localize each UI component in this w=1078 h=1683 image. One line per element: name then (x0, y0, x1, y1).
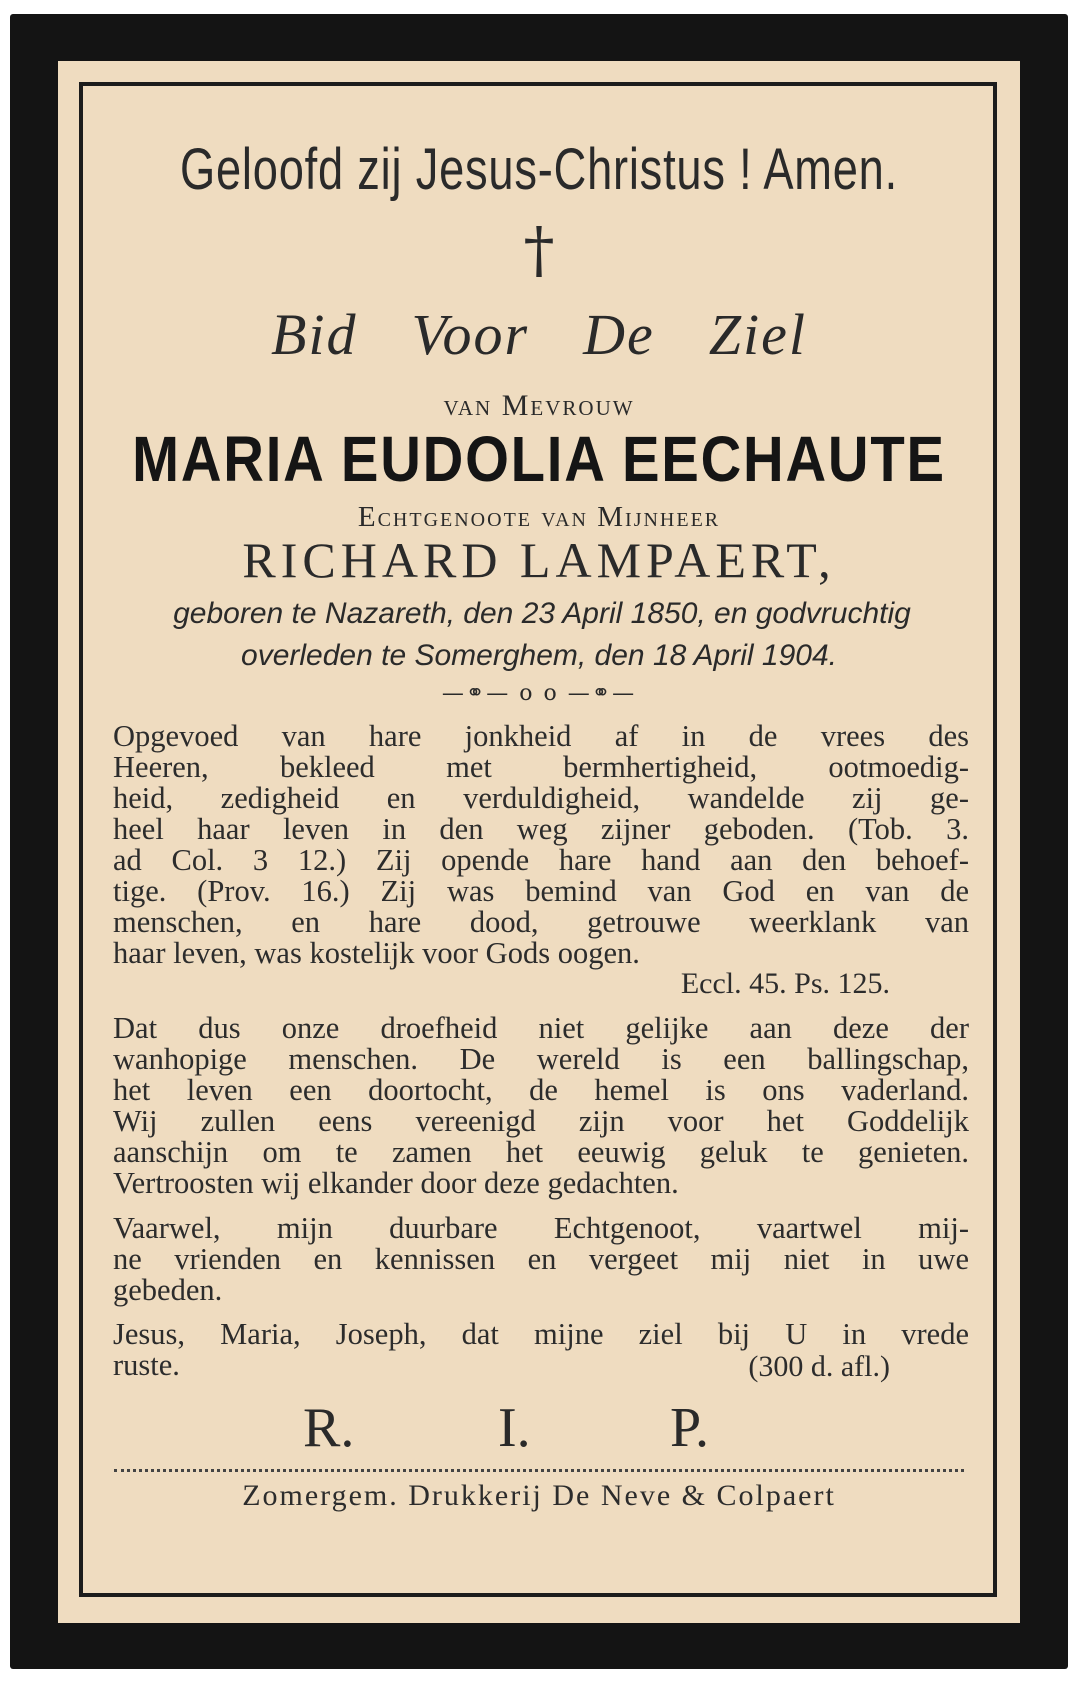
prayer-word-3: De (583, 302, 655, 367)
prayer-line (58, 301, 1020, 368)
text-line: Vertroosten wij elkander door deze gedachten. (113, 1166, 679, 1200)
heading: Geloofd zij Jesus-Christus ! Amen. (180, 137, 898, 202)
van-mevrouw: van Mevrouw (443, 389, 635, 422)
rip-p: P. (670, 1397, 709, 1459)
memorial-card (10, 14, 1068, 1669)
text-line: Jesus, Maria, Joseph, dat mijne ziel bij U in vrede (113, 1317, 969, 1351)
printer-credit: Zomergem. Drukkerij De Neve & Colpaert (242, 1479, 836, 1512)
text-line: ad Col. 3 12.) Zij opende hare hand aan den behoef- (113, 843, 969, 877)
card-paper (58, 61, 1020, 1623)
paragraph-life (113, 721, 969, 969)
text-line: gebeden. (113, 1273, 223, 1307)
prayer-word-1: Bid (271, 302, 358, 367)
rip-i: I. (498, 1397, 531, 1459)
prayer-word-2: Voor (411, 302, 530, 367)
rip-r: R. (303, 1397, 355, 1459)
text-line: ruste. (113, 1348, 180, 1382)
text-line: Heeren, bekleed met bermhertigheid, ootmoedig- (113, 750, 969, 784)
text-line: menschen, en hare dood, getrouwe weerklank van (113, 905, 969, 939)
text-line: haar leven, was kostelijk voor Gods oogen. (113, 936, 640, 970)
text-line: Dat dus onze droefheid niet gelijke aan deze der (113, 1011, 969, 1045)
death-line: overleden te Somerghem, den 18 April 1904. (241, 639, 837, 672)
ornament-divider: —⚭— o o —⚭— (441, 681, 637, 706)
prayer-word-4: Ziel (708, 302, 807, 367)
spouse-label: Echtgenoote van Mijnheer (357, 501, 721, 533)
text-line: Opgevoed van hare jonkheid af in de vrees des (113, 719, 969, 753)
deceased-name: MARIA EUDOLIA EECHAUTE (132, 423, 946, 495)
text-line: heel haar leven in den weg zijner geboden. (Tob. 3. (113, 812, 969, 846)
cross-icon: † (523, 213, 555, 286)
text-line: wanhopige menschen. De wereld is een ballingschap, (113, 1042, 969, 1076)
birth-line: geboren te Nazareth, den 23 April 1850, en godvruchtig (173, 597, 911, 630)
text-line: het leven een doortocht, de hemel is ons vaderland. (113, 1073, 969, 1107)
text-line: aanschijn om te zamen het eeuwig geluk te genieten. (113, 1135, 969, 1169)
text-line: Wij zullen eens vereenigd zijn voor het Goddelijk (113, 1104, 969, 1138)
paragraph-farewell (113, 1213, 969, 1306)
text-line: ne vrienden en kennissen en vergeet mij niet in uwe (113, 1242, 969, 1276)
text-line: Vaarwel, mijn duurbare Echtgenoot, vaartwel mij- (113, 1211, 969, 1245)
scripture-reference: Eccl. 45. Ps. 125. (680, 967, 890, 1000)
indulgence-note: (300 d. afl.) (748, 1350, 890, 1383)
dotted-divider (114, 1469, 964, 1472)
text-line: heid, zedigheid en verduldigheid, wandelde zij ge- (113, 781, 969, 815)
paragraph-consolation (113, 1013, 969, 1199)
spouse-name: RICHARD LAMPAERT, (242, 532, 836, 588)
rip-line (58, 1396, 1020, 1459)
text-line: tige. (Prov. 16.) Zij was bemind van God en van de (113, 874, 969, 908)
